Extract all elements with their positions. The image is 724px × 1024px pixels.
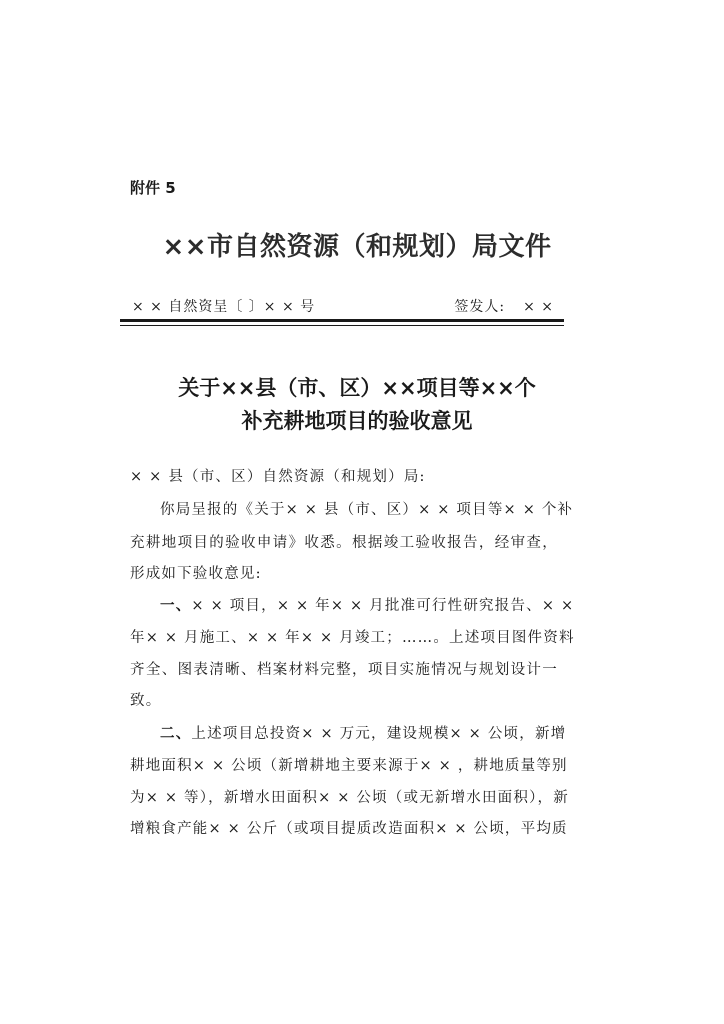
paragraph-3-lead: 二、 (160, 726, 192, 742)
paragraph-2-line: 齐全、图表清晰、档案材料完整，项目实施情况与规划设计一 (130, 662, 558, 678)
document-title: ××市自然资源（和规划）局文件 (162, 232, 552, 262)
paragraph-3-line: 为× × 等），新增水田面积× × 公顷（或无新增水田面积），新 (130, 790, 569, 806)
paragraph-2-line: 年× × 月施工、× × 年× × 月竣工；……。上述项目图件资料 (130, 630, 575, 646)
subject-line-2: 补充耕地项目的验收意见 (241, 409, 473, 433)
document-number: × × 自然资呈〔 〕× × 号 (132, 299, 316, 315)
paragraph-3-line: 增粮食产能× × 公斤（或项目提质改造面积× × 公顷，平均质 (130, 821, 568, 837)
attachment-label: 附件 5 (130, 179, 176, 197)
paragraph-1-line: 充耕地项目的验收申请》收悉。根据竣工验收报告，经审查， (130, 535, 558, 551)
paragraph-3-line: 上述项目总投资× × 万元，建设规模× × 公顷，新增 (191, 726, 567, 742)
paragraph-2-line: × × 项目，× × 年× × 月批准可行性研究报告、× × (191, 598, 575, 614)
paragraph-1-line: 你局呈报的《关于× × 县（市、区）× × 项目等× × 个补 (160, 502, 574, 518)
signer-label: 签发人: (454, 299, 506, 315)
header-divider-thick (120, 319, 564, 322)
paragraph-3-first-line (160, 722, 567, 743)
signer-value: × × (523, 299, 554, 315)
subject-line-1: 关于××县（市、区）××项目等××个 (178, 376, 536, 400)
addressee: × × 县（市、区）自然资源（和规划）局: (130, 469, 426, 485)
header-divider-thin (120, 325, 564, 326)
paragraph-2-line: 致。 (130, 693, 162, 709)
paragraph-2-first-line (160, 594, 575, 615)
paragraph-1-line: 形成如下验收意见: (130, 566, 262, 582)
signer (454, 296, 554, 316)
paragraph-3-line: 耕地面积× × 公顷（新增耕地主要来源于× × ，耕地质量等别 (130, 758, 568, 774)
paragraph-2-lead: 一、 (160, 598, 192, 614)
